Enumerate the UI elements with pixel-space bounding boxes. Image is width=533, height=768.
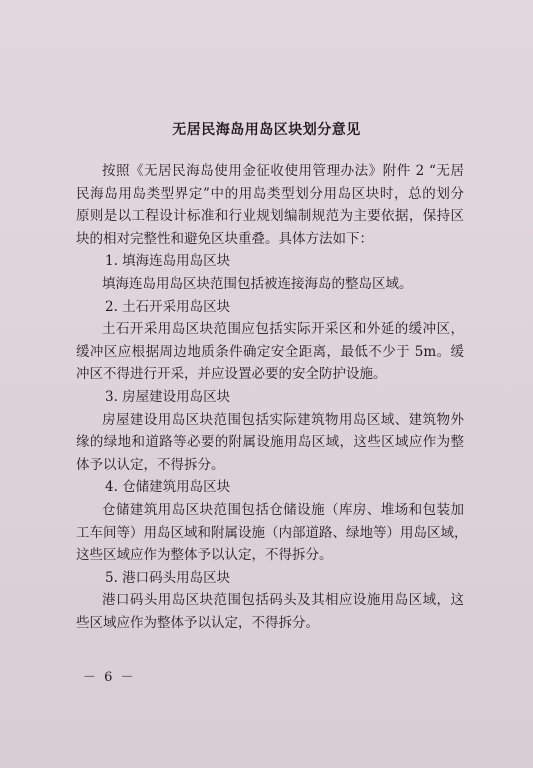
body-text-line: 这些区域应作为整体予以认定，不得拆分。 [76,547,333,564]
body-text-line: 缓冲区应根据周边地质条件确定安全距离，最低不少于 5m。缓 [76,343,464,360]
body-text-line: 房屋建设用岛区块范围包括实际建筑物用岛区域、建筑物外 [102,411,464,428]
body-text-line: 块的相对完整性和避免区块重叠。具体方法如下： [76,230,373,247]
section-heading: 2. 土石开采用岛区块 [105,298,231,315]
body-text-line: 民海岛用岛类型界定”中的用岛类型划分用岛区块时，总的划分 [76,185,464,202]
document-title: 无居民海岛用岛区块划分意见 [172,122,361,138]
body-text-line: 体予以认定，不得拆分。 [76,456,225,473]
body-text-line: 港口码头用岛区块范围包括码头及其相应设施用岛区域，这 [102,592,464,609]
body-text-line: 填海连岛用岛区块范围包括被连接海岛的整岛区域。 [102,275,413,292]
section-heading: 4. 仓储建筑用岛区块 [105,479,231,496]
page-number: － 6 － [83,670,136,685]
body-text-line: 些区域应作为整体予以认定，不得拆分。 [76,614,319,631]
body-text-line: 原则是以工程设计标准和行业规划编制规范为主要依据，保持区 [76,208,464,225]
body-text-line: 按照《无居民海岛使用金征收使用管理办法》附件 2 “无居 [102,163,464,179]
body-text-line: 工车间等）用岛区域和附属设施（内部道路、绿地等）用岛区域， [76,524,468,541]
document-body [76,160,468,634]
body-text-line: 冲区不得进行开采，并应设置必要的安全防护设施。 [76,366,387,383]
body-text-line: 仓储建筑用岛区块范围包括仓储设施（库房、堆场和包装加 [102,501,464,518]
section-heading: 1. 填海连岛用岛区块 [105,253,231,270]
body-text-line: 土石开采用岛区块范围应包括实际开采区和外延的缓冲区， [102,321,464,338]
section-heading: 5. 港口码头用岛区块 [105,569,231,586]
body-text-line: 缘的绿地和道路等必要的附属设施用岛区域，这些区域应作为整 [76,434,464,451]
section-heading: 3. 房屋建设用岛区块 [105,388,231,405]
